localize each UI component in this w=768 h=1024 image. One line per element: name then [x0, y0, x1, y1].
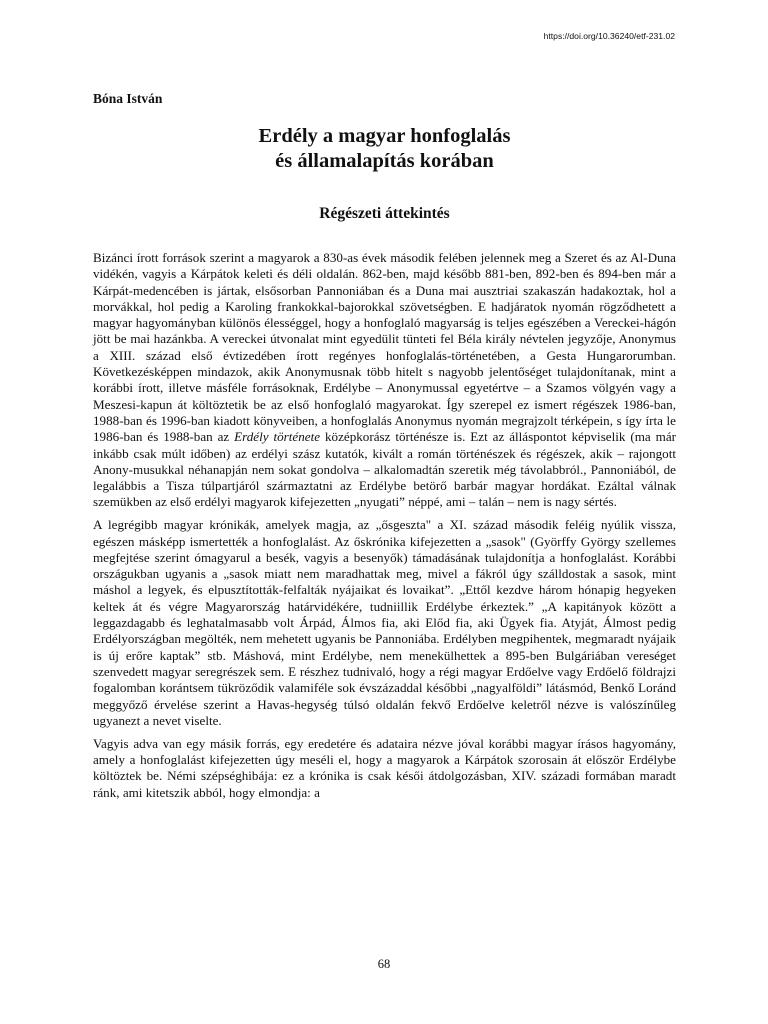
- page-number: 68: [377, 957, 391, 971]
- paragraph-1-part-1: Bizánci írott források szerint a magyarok a 830-as évek második felében jelennek meg a Szeret és az Al-Duna vidékén, vagyis a Kárpátok keleti és déli oldalán. 862-ben, majd később 881-ben, 892-ben és 894-ben már a Kárpát-medencében is jártak, elsősorban Pannoniában és a Duna mai ausztriai szakaszán hadakoztak, hol a morvákkal, hol pedig a Karoling frankokkal-bajorokkal szövetségben. E hadjáratok nyomán rögződhetett a magyar hagyományban különös élességgel, hogy a honfoglaló magyarság is teljes egészében a Vereckei-hágón jött be mai hazánkba. A vereckei útvonalat mint egyedülit tünteti fel Béla király névtelen jegyzője, Anonymus a XIII. század első évtizedében írott regényes honfoglalás-történetében, a Gesta Hungarorumban. Következésképpen mindazok, akik Anonymusnak több hitelt s nagyobb jelentőséget tulajdonítanak, mint a korábbi írott, illetve másféle forrásoknak, Erdélybe – Anonymussal egyetértve – a Szamos völgyén vagy a Meszesi-kapun át költöztetik be az első honfoglaló magyarokat. Így szerepel ez ismert régészek 1986-ban, 1988-ban és 1996-ban kiadott könyveiben, a honfoglalás Anonymus nyomán megrajzolt térképein, s így írta le 1986-ban és 1988-ban az: [93, 250, 676, 445]
- book-title-italic: Erdély története: [234, 429, 321, 445]
- article-title: [93, 124, 676, 174]
- title-line-1: Erdély a magyar honfoglalás: [258, 125, 511, 147]
- paragraph-2: A legrégibb magyar krónikák, amelyek magja, az „ősgeszta" a XI. század második feléig nyúlik vissza, egészen másképp ismertették a honfoglalást. Az őskrónika kifejezetten a „sasok" (Györffy György szellemes megfejtése szerint ómagyarul a besék, vagyis a besenyők) támadásának tulajdonítja a honfoglalást. Korábbi országukban ugyanis a „sasok miatt nem maradhattak meg, mivel a fákról úgy szálldostak a sasok, mint máshol a legyek, és elpusztították-felfalták nyájaikat és lovaikat”. „Ettől kezdve három hónapig hegyeken keltek át és végre Magyarország határvidékére, tudniillik Erdélybe érkeztek.” „A kapitányok között a leggazdagabb és leghatalmasabb volt Árpád, Álmos fia, aki Előd fia, aki Ügyek fia. Atyját, Álmost pedig Erdélyországban megölték, nem mehetett ugyanis be Pannoniába. Erdélyben megpihentek, megmaradt nyájaik is új erőre kaptak” stb. Máshová, mint Erdélybe, nem menekülhettek a 895-ben Bulgáriában vereséget szenvedett magyar seregrészek sem. E részhez tudnivaló, hogy a régi magyar Erdőelve vagy Erdőelő földrajzi fogalomban korántsem tükröződik valamiféle sok évszázaddal későbbi „nagyalföldi” látásmód, Benkő Loránd meggyőző érvelése szerint a Havas-hegység túlsó oldalán fekvő Erdőelve keletről nézve is valószínűleg ugyanezt a nevet viselte.: [93, 517, 676, 728]
- article-subtitle: Régészeti áttekintés: [319, 205, 450, 222]
- paragraph-1-part-2: középkorász történésze is. Ezt az álláspontot képviselik (ma már inkább csak múlt időben) az erdélyi szász kutatók, kivált a román történészek és régészek, akik – rajongott Anony-musukkal néhanapján nem sokat gondolva – alkalomadtán szeretik még távolabbról., Pannoniából, de legalábbis a Tisza túlpartjáról származtatni az Erdélybe betörő barbár magyar hordákat. Ezáltal válnak szemükben az első erdélyi magyarok kifejezetten „nyugati” néppé, ami – talán – nem is nagy sértés.: [93, 429, 676, 510]
- paragraph-3: Vagyis adva van egy másik forrás, egy eredetére és adataira nézve jóval korábbi magyar írásos hagyomány, amely a honfoglalást kifejezetten úgy meséli el, hogy a magyarok a Kárpátok szorosain át először Erdélybe költöztek be. Némi szépséghibája: ez a krónika is csak késői átdolgozásban, XIV. századi formában maradt ránk, ami kitetszik abból, hogy elmondja: a: [93, 735, 676, 800]
- title-line-2: és államalapítás korában: [275, 150, 494, 172]
- paragraph-1: [93, 250, 676, 511]
- doi-link[interactable]: https://doi.org/10.36240/etf-231.02: [543, 31, 675, 41]
- author-name: Bóna István: [93, 91, 163, 106]
- article-body: [93, 250, 676, 807]
